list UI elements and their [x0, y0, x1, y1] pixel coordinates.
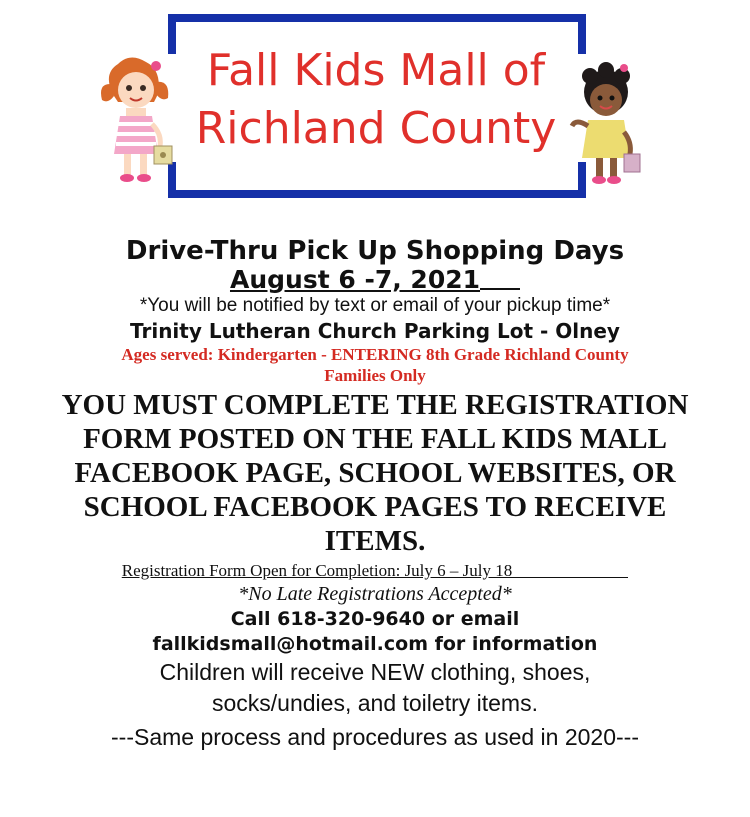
registration-requirement-line1: YOU MUST COMPLETE THE REGISTRATION	[61, 389, 689, 421]
boy-with-bag-illustration	[564, 62, 648, 196]
logo-title-line1: Fall Kids Mall of	[206, 45, 546, 96]
logo-frame-right	[578, 14, 586, 54]
no-late-registrations: *No Late Registrations Accepted*	[238, 583, 512, 605]
items-received-line2: socks/undies, and toiletry items.	[212, 690, 538, 716]
ages-served-line2: Families Only	[324, 366, 426, 385]
process-note: ---Same process and procedures as used in 2020---	[111, 724, 639, 750]
ages-served-line1: Ages served: Kindergarten - ENTERING 8th Grade Richland County	[121, 345, 629, 364]
flyer-body	[0, 236, 750, 753]
logo-frame-top	[168, 14, 586, 22]
registration-underline	[512, 560, 628, 578]
event-date-text: August 6 -7, 2021	[229, 265, 481, 294]
items-received-line1: Children will receive NEW clothing, shoes,	[159, 659, 591, 685]
logo-title-line2: Richland County	[195, 103, 557, 154]
logo-frame-bottom	[168, 190, 586, 198]
contact-email-line: fallkidsmall@hotmail.com for information	[152, 633, 598, 655]
logo-frame-left	[168, 14, 176, 54]
registration-requirement-line3: FACEBOOK PAGE, SCHOOL WEBSITES, OR	[74, 457, 676, 489]
logo-title	[176, 42, 576, 158]
girl-with-bag-illustration	[96, 54, 176, 194]
registration-requirement-line4: SCHOOL FACEBOOK PAGES TO RECEIVE	[83, 491, 667, 523]
event-location: Trinity Lutheran Church Parking Lot - Olney	[130, 319, 620, 343]
event-date	[0, 266, 750, 294]
registration-window	[0, 560, 750, 581]
registration-requirement-line2: FORM POSTED ON THE FALL KIDS MALL	[83, 423, 667, 455]
registration-requirement-line5: ITEMS.	[324, 525, 426, 557]
pickup-notification-note: *You will be notified by text or email of your pickup time*	[139, 295, 611, 316]
date-underline	[480, 266, 520, 290]
registration-window-text: Registration Form Open for Completion: July 6 – July 18	[121, 561, 513, 580]
contact-phone-line: Call 618-320-9640 or email	[230, 608, 520, 630]
logo-banner	[96, 12, 656, 210]
flyer-title: Drive-Thru Pick Up Shopping Days	[125, 236, 625, 266]
